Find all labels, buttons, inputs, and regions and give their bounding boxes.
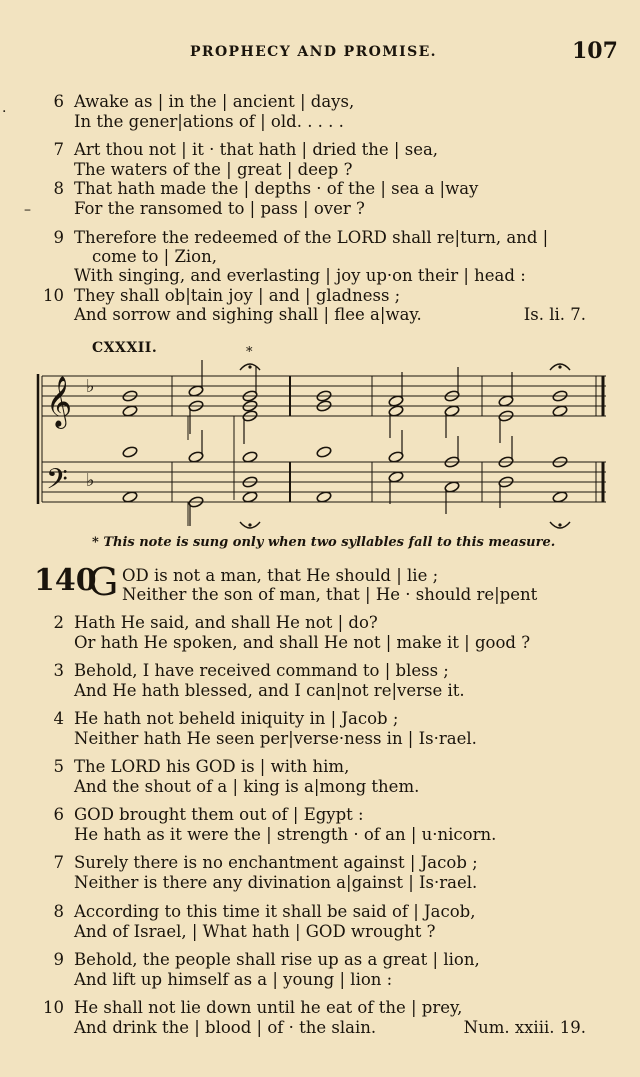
page-number: 107 — [572, 38, 618, 64]
verse-line: Hath He said, and shall He not | do? — [74, 613, 378, 632]
verse-number: 8 — [53, 902, 64, 921]
hymn-number: 140 — [34, 563, 97, 598]
verse-number: 7 — [53, 853, 64, 872]
running-title: PROPHECY AND PROMISE. — [190, 44, 437, 60]
verse-line: OD is not a man, that He should | lie ; — [122, 566, 439, 585]
verse-line: Behold, I have received command to | bless ; — [74, 661, 449, 680]
verse-number: 10 — [43, 286, 64, 305]
verse-number: 9 — [53, 950, 64, 969]
verse-line: Surely there is no enchantment against | Jacob ; — [74, 853, 478, 872]
verse-number: 9 — [53, 228, 64, 247]
verse-line: Art thou not | it · that hath | dried the | sea, — [74, 140, 439, 159]
verse-number: 5 — [53, 757, 64, 776]
verse-line: With singing, and everlasting | joy up·on their | head : — [74, 266, 526, 285]
flat-icon: ♭ — [86, 470, 95, 491]
margin-mark: – — [24, 202, 31, 218]
verse-line: That hath made the | depths · of the | sea a |way — [74, 179, 479, 198]
verse-number: 2 — [53, 613, 64, 632]
verse-line: And the shout of a | king is a|mong them. — [74, 777, 420, 796]
verse-line: Awake as | in the | ancient | days, — [74, 92, 355, 111]
scripture-reference: Is. li. 7. — [523, 305, 586, 324]
verse-line: For the ransomed to | pass | over ? — [74, 199, 365, 218]
scripture-reference: Num. xxiii. 19. — [463, 1018, 586, 1037]
verse-line: Neither hath He seen per|verse·ness in | Is·rael. — [74, 729, 477, 748]
flat-icon: ♭ — [86, 376, 95, 397]
verse-line: Or hath He spoken, and shall He not | make it | good ? — [74, 633, 531, 652]
treble-clef-icon: 𝄞 — [46, 376, 73, 427]
verse-number: 6 — [53, 805, 64, 824]
verse-line: And He hath blessed, and I can|not re|verse it. — [74, 681, 465, 700]
verse-line: Neither the son of man, that | He · should re|pent — [122, 585, 538, 604]
verse-line: And lift up himself as a | young | lion : — [74, 970, 393, 989]
verse-line: He hath not beheld iniquity in | Jacob ; — [74, 709, 399, 728]
verse-line: The LORD his GOD is | with him, — [74, 757, 350, 776]
bass-clef-icon: 𝄢 — [46, 463, 68, 503]
verse-line: Therefore the redeemed of the LORD shall re|turn, and | — [74, 228, 549, 247]
verse-line: And drink the | blood | of · the slain. — [74, 1018, 377, 1037]
margin-mark: · — [2, 104, 7, 120]
verse-line: The waters of the | great | deep ? — [74, 160, 353, 179]
verse-line: Behold, the people shall rise up as a great | lion, — [74, 950, 480, 969]
verse-line: He hath as it were the | strength · of an | u·nicorn. — [74, 825, 497, 844]
verse-number: 8 — [53, 179, 64, 198]
verse-number: 7 — [53, 140, 64, 159]
chant-footnote: * This note is sung only when two syllables fall to this measure. — [92, 535, 556, 550]
verse-line: And of Israel, | What hath | GOD wrought ? — [74, 922, 436, 941]
footnote-asterisk: * — [246, 345, 253, 360]
verse-line: They shall ob|tain joy | and | gladness ; — [74, 286, 401, 305]
verse-line: GOD brought them out of | Egypt : — [74, 805, 364, 824]
verse-line: And sorrow and sighing shall | flee a|way. — [74, 305, 422, 324]
verse-line: Neither is there any divination a|gainst | Is·rael. — [74, 873, 478, 892]
verse-line: According to this time it shall be said of | Jacob, — [74, 902, 476, 921]
verse-line: He shall not lie down until he eat of the | prey, — [74, 998, 463, 1017]
bass-staff — [42, 462, 606, 502]
verse-number: 4 — [53, 709, 64, 728]
chant-number: CXXXII. — [92, 340, 158, 356]
drop-cap: G — [88, 560, 119, 604]
verse-line: In the gener|ations of | old. . . . . — [74, 112, 344, 131]
verse-number: 6 — [53, 92, 64, 111]
verse-line: come to | Zion, — [92, 247, 217, 266]
verse-number: 10 — [43, 998, 64, 1017]
verse-number: 3 — [53, 661, 64, 680]
